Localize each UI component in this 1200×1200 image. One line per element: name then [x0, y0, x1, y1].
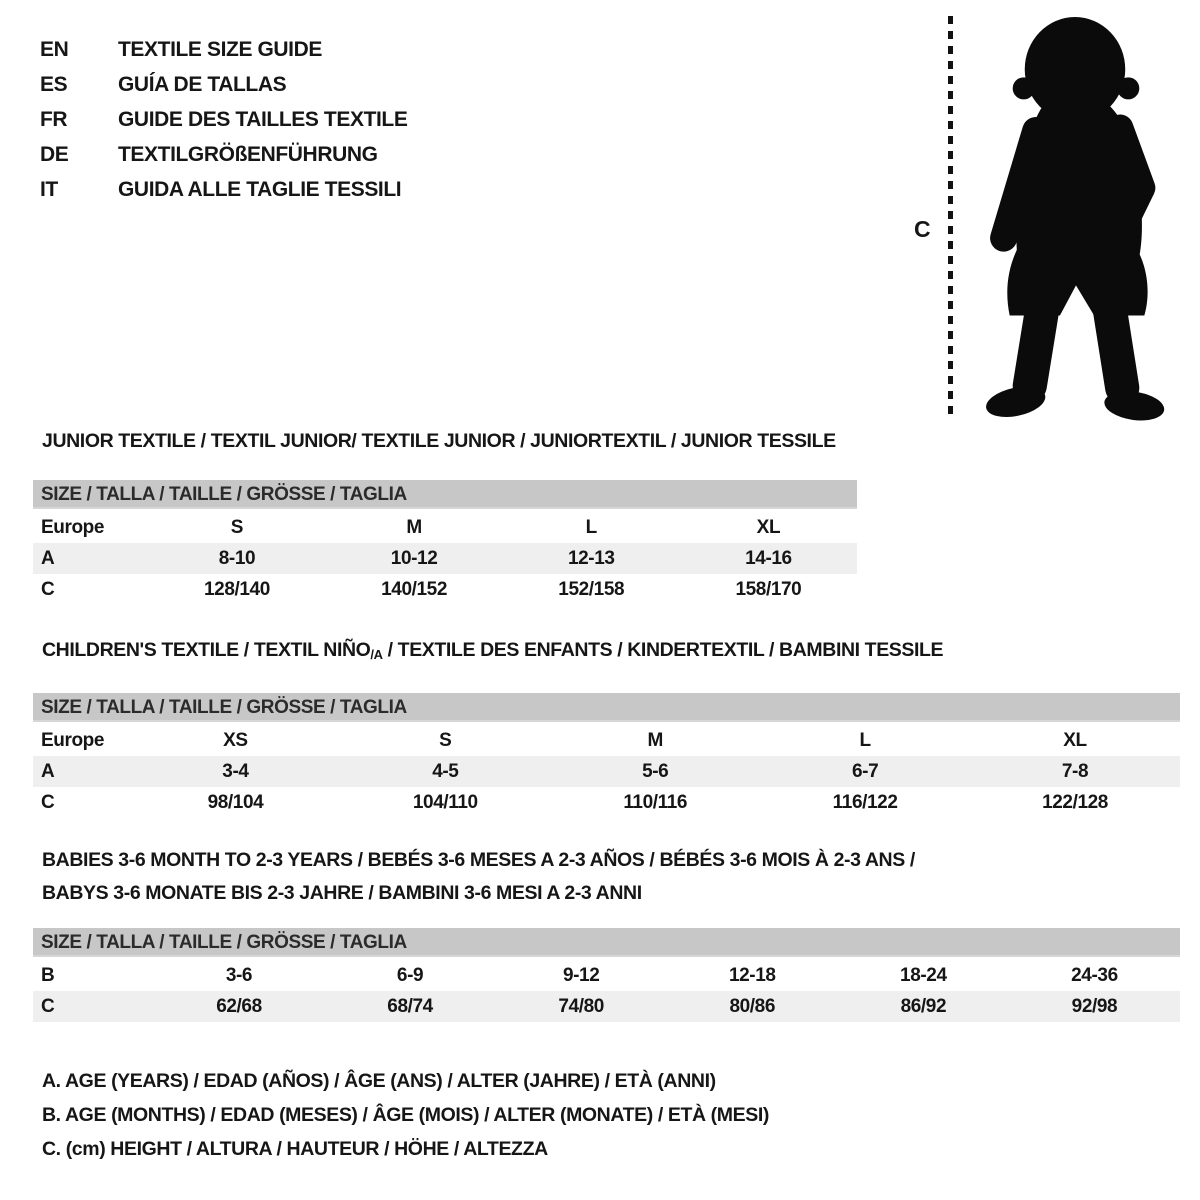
size-cell: 92/98: [1071, 995, 1118, 1017]
size-cell: 122/128: [1042, 791, 1108, 813]
note-age-months: B. AGE (MONTHS) / EDAD (MESES) / ÂGE (MOIS) / ALTER (MONATE) / ETÀ (MESI): [42, 1104, 769, 1126]
children-title-prefix: CHILDREN'S TEXTILE / TEXTIL NIÑO: [42, 639, 371, 661]
size-cell: 104/110: [412, 791, 478, 813]
lang-code: EN: [40, 38, 69, 61]
children-textile-section: [33, 639, 1180, 818]
size-cell: L: [585, 516, 597, 538]
lang-code: FR: [40, 108, 68, 131]
row-label: C: [41, 578, 55, 600]
size-cell: 152/158: [558, 578, 625, 600]
lang-code: IT: [40, 178, 58, 201]
junior-size-table: [33, 512, 857, 605]
junior-size-header-bar: SIZE / TALLA / TAILLE / GRÖSSE / TAGLIA: [33, 480, 857, 509]
size-cell: 3-6: [225, 964, 253, 986]
lang-title: TEXTILE SIZE GUIDE: [118, 38, 322, 61]
table-row: [33, 787, 1180, 818]
size-cell: 74/80: [558, 995, 604, 1017]
height-measure-label: C: [914, 216, 931, 242]
row-label: B: [41, 964, 55, 986]
table-row: [33, 574, 857, 605]
size-cell: 68/74: [387, 995, 433, 1017]
lang-row-it: [40, 172, 407, 207]
size-cell: XL: [1063, 729, 1087, 751]
children-title-suffix: / TEXTILE DES ENFANTS / KINDERTEXTIL / BAMBINI TESSILE: [382, 639, 944, 661]
size-cell: S: [230, 516, 244, 538]
row-label: C: [41, 995, 55, 1017]
table-row: [33, 543, 857, 574]
children-title-subscript: /A: [370, 647, 383, 662]
lang-title: GUIDE DES TAILLES TEXTILE: [118, 108, 408, 131]
size-cell: 10-12: [390, 547, 438, 569]
size-cell: 98/104: [207, 791, 264, 813]
size-cell: 24-36: [1071, 964, 1118, 986]
table-row: [33, 725, 1180, 756]
babies-section-title: [42, 844, 1180, 910]
size-cell: L: [859, 729, 871, 751]
size-cell: 3-4: [222, 760, 249, 782]
children-size-table: [33, 725, 1180, 818]
toddler-silhouette-icon: [962, 12, 1192, 424]
lang-row-fr: [40, 102, 407, 137]
lang-title: TEXTILGRÖßENFÜHRUNG: [118, 143, 378, 166]
lang-code: DE: [40, 143, 69, 166]
junior-textile-section: [33, 430, 857, 605]
junior-section-title: JUNIOR TEXTILE / TEXTIL JUNIOR/ TEXTILE JUNIOR / JUNIORTEXTIL / JUNIOR TESSILE: [42, 430, 836, 452]
lang-code: ES: [40, 73, 68, 96]
lang-title: GUÍA DE TALLAS: [118, 73, 287, 96]
lang-row-de: [40, 137, 407, 172]
size-cell: 4-5: [432, 760, 459, 782]
size-cell: 5-6: [642, 760, 669, 782]
size-cell: 116/122: [832, 791, 898, 813]
size-cell: 128/140: [203, 578, 270, 600]
row-label: A: [41, 547, 55, 569]
row-label: A: [41, 760, 55, 782]
babies-size-header-bar: SIZE / TALLA / TAILLE / GRÖSSE / TAGLIA: [33, 928, 1180, 957]
babies-textile-section: [33, 844, 1180, 1022]
table-row: [33, 991, 1180, 1022]
size-cell: 9-12: [562, 964, 600, 986]
lang-row-en: [40, 32, 407, 67]
size-cell: 6-7: [851, 760, 879, 782]
size-cell: XS: [223, 729, 248, 751]
row-label: Europe: [41, 729, 105, 751]
size-cell: S: [439, 729, 452, 751]
lang-title: GUIDA ALLE TAGLIE TESSILI: [118, 178, 402, 201]
children-section-title: [42, 639, 1180, 666]
babies-size-table: [33, 960, 1180, 1022]
size-cell: 110/116: [623, 791, 688, 813]
height-measure-dashed-line: [948, 16, 953, 416]
lang-row-es: [40, 67, 407, 102]
size-cell: XL: [756, 516, 781, 538]
legend-notes: [42, 1064, 769, 1166]
size-cell: 86/92: [900, 995, 947, 1017]
height-figure: [900, 8, 1195, 428]
size-cell: 18-24: [900, 964, 947, 986]
size-cell: 80/86: [729, 995, 776, 1017]
size-cell: 62/68: [216, 995, 262, 1017]
language-title-block: [40, 32, 407, 207]
size-cell: 14-16: [745, 547, 792, 569]
table-row: [33, 960, 1180, 991]
note-age-years: A. AGE (YEARS) / EDAD (AÑOS) / ÂGE (ANS) / ALTER (JAHRE) / ETÀ (ANNI): [42, 1070, 716, 1092]
size-cell: 158/170: [735, 578, 802, 600]
children-size-header-bar: SIZE / TALLA / TAILLE / GRÖSSE / TAGLIA: [33, 693, 1180, 722]
size-cell: M: [647, 729, 663, 751]
note-height-cm: C. (cm) HEIGHT / ALTURA / HAUTEUR / HÖHE / ALTEZZA: [42, 1138, 548, 1160]
row-label: Europe: [41, 516, 105, 538]
size-cell: 140/152: [381, 578, 448, 600]
size-cell: 7-8: [1061, 760, 1089, 782]
table-row: [33, 756, 1180, 787]
babies-title-line2: BABYS 3-6 MONATE BIS 2-3 JAHRE / BAMBINI 3-6 MESI A 2-3 ANNI: [42, 882, 642, 904]
size-cell: 6-9: [396, 964, 424, 986]
size-cell: 12-13: [567, 547, 615, 569]
size-cell: M: [406, 516, 422, 538]
size-cell: 12-18: [728, 964, 776, 986]
size-cell: 8-10: [218, 547, 256, 569]
babies-title-line1: BABIES 3-6 MONTH TO 2-3 YEARS / BEBÉS 3-6 MESES A 2-3 AÑOS / BÉBÉS 3-6 MOIS À 2-3 ANS /: [42, 849, 915, 871]
row-label: C: [41, 791, 55, 813]
table-row: [33, 512, 857, 543]
